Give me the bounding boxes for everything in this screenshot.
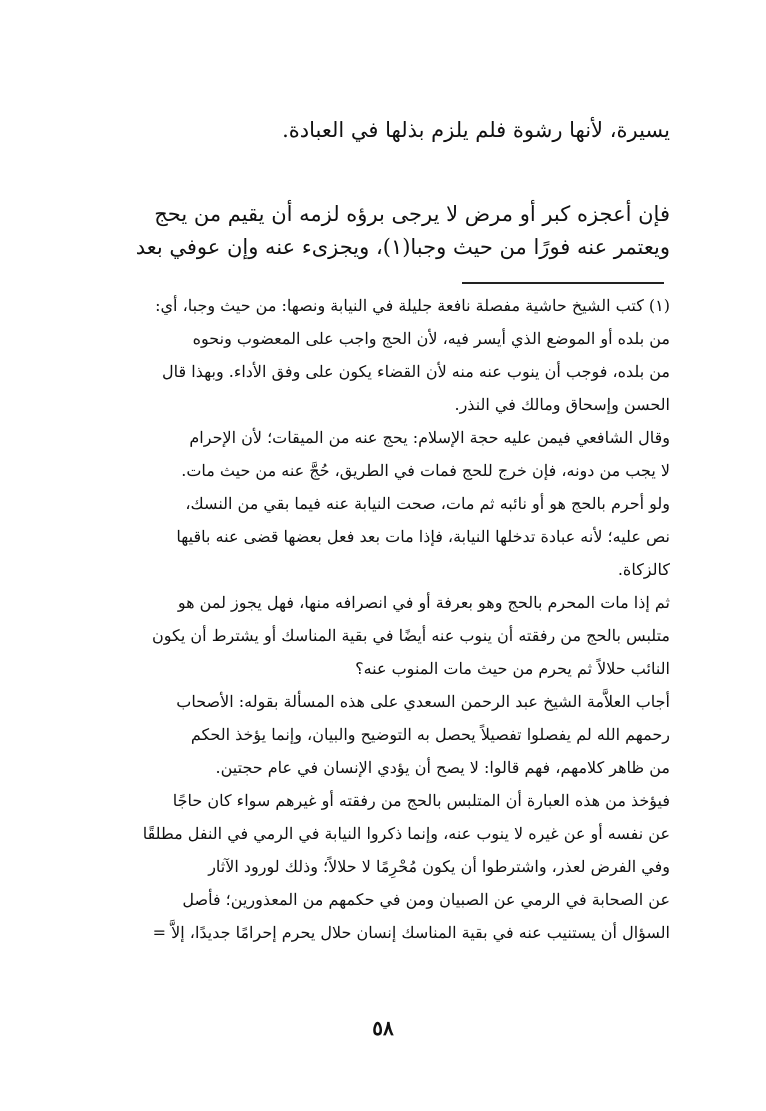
footnote-line: عن نفسه أو عن غيره لا ينوب عنه، وإنما ذكروا النيابة في الرمي في النفل مطلقًا (142, 824, 670, 843)
footnote-line: رحمهم الله لم يفصلوا تفصيلاً يحصل به التوضيح والبيان، وإنما يؤخذ الحكم (190, 725, 670, 744)
footnote-line: من بلده أو الموضع الذي أيسر فيه، لأن الحج واجب على المعضوب ونحوه (192, 329, 670, 348)
footnote-line: أجاب العلاَّمة الشيخ عبد الرحمن السعدي على هذه المسألة بقوله: الأصحاب (176, 692, 670, 711)
body-line: يسيرة، لأنها رشوة فلم يلزم بذلها في العبادة. (282, 118, 670, 142)
footnote-line: كالزكاة. (617, 560, 670, 579)
footnote-line: وقال الشافعي فيمن عليه حجة الإسلام: يحج عنه من الميقات؛ لأن الإحرام (189, 428, 670, 447)
footnote-line: السؤال أن يستنيب عنه في بقية المناسك إنسان حلال يحرم إحرامًا جديدًا، إلاَّ = (152, 923, 670, 942)
footnote-line: وفي الفرض لعذر، واشترطوا أن يكون مُحْرِمًا لا حلالاً؛ وذلك لورود الآثار (208, 857, 670, 876)
page-number: ٥٨ (372, 1016, 394, 1040)
footnote-line: متلبس بالحج من رفقته أن ينوب عنه أيضًا في بقية المناسك أو يشترط أن يكون (152, 626, 670, 645)
footnote-line: لا يجب من دونه، فإن خرج للحج فمات في الطريق، حُجَّ عنه من حيث مات. (181, 461, 670, 480)
footnote-line: (١) كتب الشيخ حاشية مفصلة نافعة جليلة في النيابة ونصها: من حيث وجبا، أي: (155, 296, 670, 315)
footnote-line: نص عليه؛ لأنه عبادة تدخلها النيابة، فإذا مات بعد فعل بعضها قضى عنه باقيها (176, 527, 670, 546)
footnote-line: من بلده، فوجب أن ينوب عنه منه لأن القضاء يكون على وفق الأداء. وبهذا قال (162, 362, 670, 381)
footnote-line: النائب حلالاً ثم يحرم من حيث مات المنوب عنه؟ (355, 659, 670, 678)
footnote-line: فيؤخذ من هذه العبارة أن المتلبس بالحج من رفقته أو غيرهم سواء كان حاجًا (172, 791, 670, 810)
footnote-line: ولو أحرم بالحج هو أو نائبه ثم مات، صحت النيابة عنه فيما بقي من النسك، (185, 494, 670, 513)
body-line: فإن أعجزه كبر أو مرض لا يرجى برؤه لزمه أن يقيم من يحج (154, 202, 670, 226)
footnote-line: ثم إذا مات المحرم بالحج وهو بعرفة أو في انصرافه منها، فهل يجوز لمن هو (177, 593, 670, 612)
footnote-line: الحسن وإسحاق ومالك في النذر. (454, 395, 670, 414)
footnote-line: عن الصحابة في الرمي عن الصبيان ومن في حكمهم من المعذورين؛ فأصل (182, 890, 670, 909)
footnote-line: من ظاهر كلامهم، فهم قالوا: لا يصح أن يؤدي الإنسان في عام حجتين. (215, 758, 670, 777)
footnote-separator (462, 282, 664, 284)
body-line: ويعتمر عنه فورًا من حيث وجبا(١)، ويجزىء عنه وإن عوفي بعد (135, 235, 670, 259)
